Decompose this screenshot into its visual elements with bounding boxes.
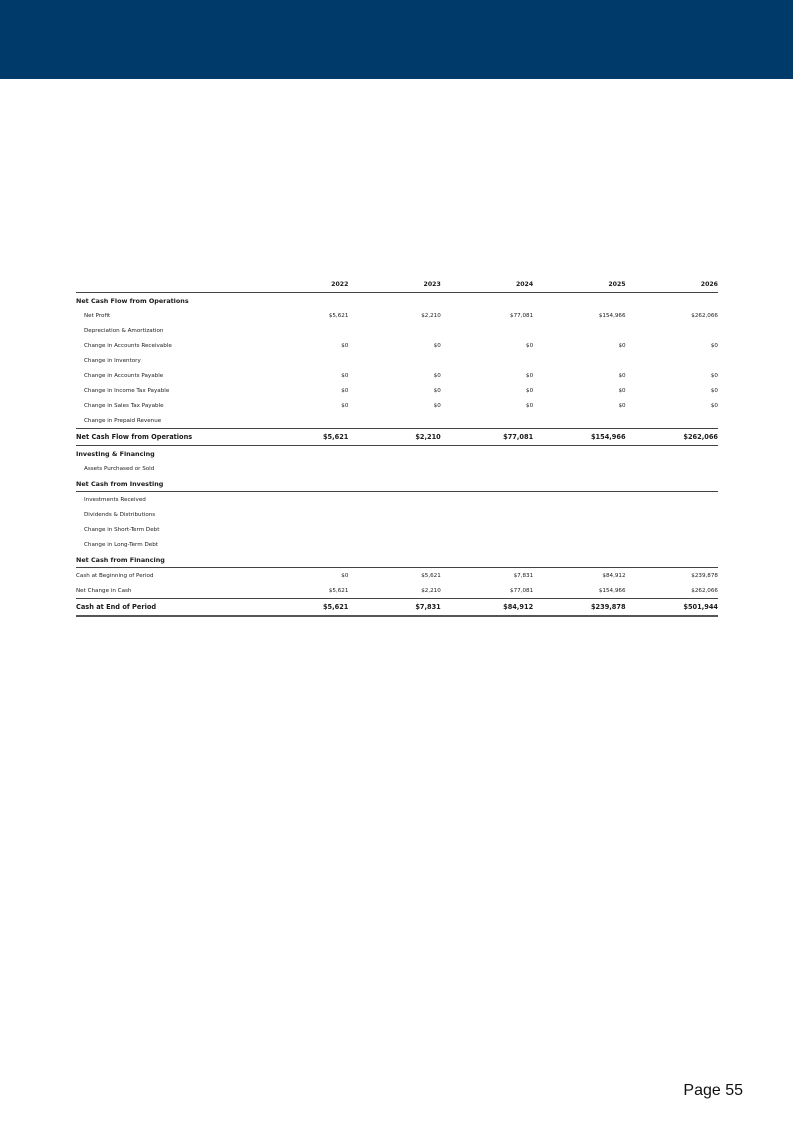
cell-value: $77,081	[510, 587, 534, 594]
net-change-row	[76, 583, 718, 599]
cash-flow-table	[76, 276, 718, 617]
year-header-row	[76, 276, 718, 293]
cell-value: $77,081	[441, 429, 533, 446]
row-label: Change in Long-Term Debt	[84, 541, 158, 548]
cash-beginning-row	[76, 568, 718, 584]
row-label: Change in Short-Term Debt	[84, 526, 160, 533]
row-label: Cash at Beginning of Period	[76, 572, 154, 579]
cell-value: $0	[526, 372, 534, 379]
row-label: Change in Sales Tax Payable	[84, 402, 164, 409]
cell-value: $0	[341, 402, 349, 409]
cell-value: $0	[341, 342, 349, 349]
depreciation-row	[76, 323, 718, 338]
row-label: Net Cash Flow from Operations	[76, 429, 256, 446]
cell-value: $5,621	[421, 572, 441, 579]
year-header: 2023	[348, 276, 440, 293]
sales-tax-payable-row	[76, 398, 718, 413]
year-header: 2022	[256, 276, 348, 293]
cell-value: $2,210	[348, 429, 440, 446]
cell-value: $77,081	[510, 312, 534, 319]
cell-value: $0	[526, 387, 534, 394]
year-header: 2025	[533, 276, 625, 293]
row-label: Change in Prepaid Revenue	[84, 417, 162, 424]
prepaid-revenue-row	[76, 413, 718, 429]
cell-value: $0	[433, 372, 441, 379]
accounts-receivable-row	[76, 338, 718, 353]
page-number: Page 55	[683, 1082, 743, 1099]
row-label: Net Cash from Investing	[76, 476, 256, 492]
cell-value: $84,912	[441, 599, 533, 617]
row-label: Depreciation & Amortization	[84, 327, 164, 334]
row-label: Net Change in Cash	[76, 587, 132, 594]
cell-value: $262,066	[691, 312, 718, 319]
cell-value: $5,621	[328, 312, 349, 319]
cell-value: $84,912	[602, 572, 626, 579]
cell-value: $0	[710, 372, 718, 379]
cell-value: $262,066	[626, 429, 718, 446]
row-label: Change in Accounts Receivable	[84, 342, 172, 349]
cell-value: $154,966	[598, 587, 626, 594]
short-term-debt-row	[76, 522, 718, 537]
cell-value: $501,944	[626, 599, 718, 617]
cell-value: $5,621	[256, 599, 348, 617]
cell-value: $0	[710, 387, 718, 394]
cell-value: $0	[618, 402, 626, 409]
cell-value: $0	[618, 342, 626, 349]
cell-value: $0	[526, 402, 534, 409]
cell-value: $239,878	[533, 599, 625, 617]
row-label: Change in Accounts Payable	[84, 372, 164, 379]
row-label: Cash at End of Period	[76, 599, 256, 617]
row-label: Net Cash Flow from Operations	[76, 296, 189, 305]
row-label: Investing & Financing	[76, 449, 155, 458]
row-label: Net Cash from Financing	[76, 552, 256, 568]
cash-end-row	[76, 599, 718, 617]
net-profit-row	[76, 308, 718, 323]
cell-value: $2,210	[421, 312, 441, 319]
dividends-row	[76, 507, 718, 522]
cell-value: $0	[618, 387, 626, 394]
cell-value: $7,831	[513, 572, 534, 579]
investing-total-row	[76, 476, 718, 492]
cell-value: $239,878	[691, 572, 718, 579]
investing-financing-section-header	[76, 446, 718, 462]
inventory-row	[76, 353, 718, 368]
cell-value: $262,066	[691, 587, 718, 594]
row-label: Change in Inventory	[84, 357, 141, 364]
row-label: Net Profit	[84, 312, 111, 319]
accounts-payable-row	[76, 368, 718, 383]
cell-value: $5,621	[328, 587, 349, 594]
cell-value: $154,966	[533, 429, 625, 446]
assets-purchased-row	[76, 461, 718, 476]
cell-value: $0	[710, 342, 718, 349]
cell-value: $0	[433, 342, 441, 349]
header-band	[0, 0, 793, 79]
cell-value: $0	[341, 372, 349, 379]
cell-value: $154,966	[598, 312, 626, 319]
cash-flow-table-container	[76, 276, 718, 617]
cell-value: $0	[433, 402, 441, 409]
cell-value: $0	[618, 372, 626, 379]
cell-value: $7,831	[348, 599, 440, 617]
cell-value: $0	[710, 402, 718, 409]
header-blank	[76, 276, 256, 293]
cell-value: $2,210	[421, 587, 441, 594]
cell-value: $0	[526, 342, 534, 349]
income-tax-payable-row	[76, 383, 718, 398]
operations-total-row	[76, 429, 718, 446]
long-term-debt-row	[76, 537, 718, 552]
year-header: 2024	[441, 276, 533, 293]
year-header: 2026	[626, 276, 718, 293]
row-label: Assets Purchased or Sold	[84, 465, 155, 472]
operations-section-header	[76, 293, 718, 309]
financing-total-row	[76, 552, 718, 568]
cell-value: $0	[341, 387, 349, 394]
cell-value: $0	[341, 572, 349, 579]
row-label: Change in Income Tax Payable	[84, 387, 170, 394]
cell-value: $5,621	[256, 429, 348, 446]
row-label: Dividends & Distributions	[84, 511, 156, 518]
cell-value: $0	[433, 387, 441, 394]
row-label: Investments Received	[84, 496, 146, 503]
investments-received-row	[76, 492, 718, 508]
